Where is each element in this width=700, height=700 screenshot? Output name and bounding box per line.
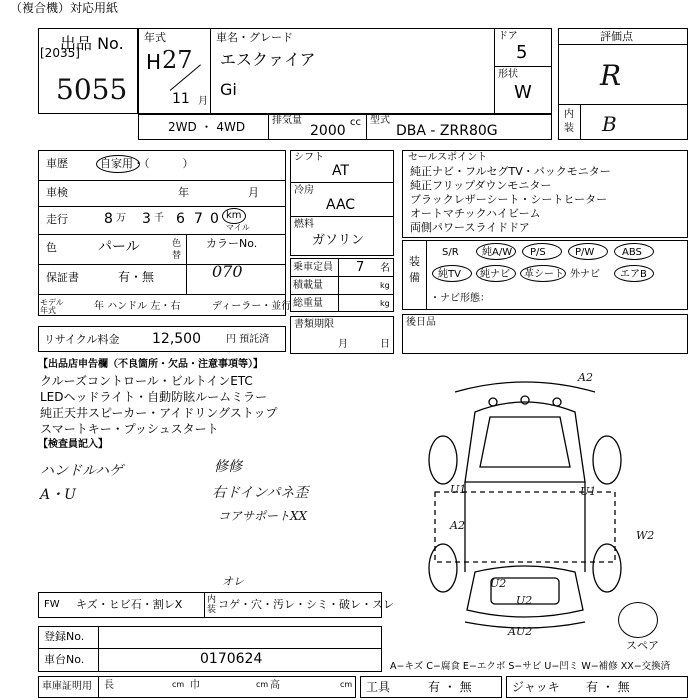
fw-note: オレ <box>222 575 244 588</box>
model-code: DBA - ZRR80G <box>396 123 498 139</box>
dims-unit: cm <box>256 680 269 689</box>
equipment-label: 装備 <box>409 255 420 284</box>
damage-mark: AU2 <box>508 625 533 638</box>
year-month-suffix: 月 <box>198 96 208 107</box>
diagram-bumper <box>455 382 595 392</box>
exhibitor-notes-label: 【出品店申告欄（不良箇所・欠品・注意事項等）】 <box>38 359 263 370</box>
shift-label: シフト <box>294 152 324 163</box>
mileage-digit: 8 <box>104 211 113 227</box>
equip-abs: ABS <box>622 247 642 258</box>
diagram-wheel <box>429 544 457 592</box>
doors-label: ドア <box>498 31 518 42</box>
inspection-year: 年 <box>178 186 189 199</box>
exhibitor-note: クルーズコントロール・ビルトインETC <box>40 374 253 388</box>
dims-long: 長 <box>104 680 114 691</box>
diagram-windshield <box>480 417 570 467</box>
load-unit: kg <box>380 281 390 290</box>
shape-value: W <box>514 82 532 103</box>
shift-value: AT <box>332 163 350 179</box>
shape-label: 形状 <box>498 69 518 80</box>
color-code-label: カラーNo. <box>206 237 258 250</box>
nav-type-label: ・ナビ形態： <box>430 293 490 304</box>
inspector-note: 修修 <box>214 459 242 475</box>
divider <box>38 180 286 181</box>
equip-leather: 革シート <box>524 269 564 280</box>
divider <box>338 258 339 312</box>
history-label: 車歴 <box>46 157 68 170</box>
fuel-label: 燃料 <box>294 219 314 230</box>
after-date-label: 後日品 <box>406 317 436 328</box>
equip-sr: S/R <box>442 247 459 258</box>
equip-airbag: エアB <box>620 269 647 280</box>
year-label: 年式 <box>144 31 166 44</box>
damage-legend: A−キズ C−腐食 E−エクボ S−サビ U−凹ミ W−補修 XX−交換済 <box>390 661 671 672</box>
selling-point: 両側パワースライドドア <box>410 221 530 234</box>
car-name-label: 車名・グレード <box>216 31 293 44</box>
diagram-wheel <box>429 436 457 484</box>
mileage-unit-km: km <box>226 210 242 221</box>
divider <box>494 66 552 67</box>
equip-power-steering: P/S <box>530 247 546 258</box>
color-change-label: 色替 <box>172 239 182 261</box>
equip-alloy-wheels: 純A/W <box>482 247 513 258</box>
recycle-unit: 円 預託済 <box>226 334 270 345</box>
mileage-digit: 0 <box>210 211 219 227</box>
model-year-dealer: ディーラー・並行 <box>212 301 292 312</box>
diagram-wheel <box>593 436 621 484</box>
inspector-note: 右ドインパネ歪 <box>212 485 309 501</box>
divider <box>98 676 99 698</box>
year-era: H <box>146 50 162 74</box>
spare-tire-icon <box>618 602 658 638</box>
car-name: エスクァイア <box>220 50 316 69</box>
recycle-value: 12,500 <box>152 331 201 347</box>
color-code: 070 <box>212 262 243 281</box>
dims-unit: cm <box>340 680 353 689</box>
chassis-number: 0170624 <box>200 651 263 667</box>
diagram-pillars <box>465 482 585 572</box>
dims-high: 高 <box>270 680 280 691</box>
equip-navi: 純ナビ <box>480 269 510 280</box>
selling-point: 純正フリップダウンモニター <box>410 179 552 192</box>
tools-value: 有 ・ 無 <box>428 680 472 694</box>
registration-label: 登録No. <box>44 630 85 643</box>
weight-unit: kg <box>380 299 390 308</box>
lot-label: 出品 No. <box>60 34 124 53</box>
divider <box>290 182 394 183</box>
drive-type: 2WD ・ 4WD <box>168 120 246 134</box>
lot-number: 5055 <box>56 73 128 106</box>
damage-mark: U2 <box>516 594 533 607</box>
mileage-unit-sen: 千 <box>154 213 164 224</box>
doors-value: 5 <box>516 42 528 63</box>
exhibitor-note: スマートキー・プッシュスタート <box>40 422 219 436</box>
car-grade: Gi <box>220 80 237 99</box>
divider <box>38 648 382 649</box>
mileage-digit: 7 <box>194 211 203 227</box>
capacity-value: 7 <box>356 260 365 275</box>
diagram-rear <box>467 566 583 617</box>
inspection-month: 月 <box>248 186 259 199</box>
after-date-box <box>402 314 688 354</box>
damage-mark: U1 <box>580 485 597 498</box>
fuel-value: ガソリン <box>312 233 365 248</box>
divider <box>98 626 99 672</box>
divider <box>268 114 269 140</box>
dims-unit: cm <box>172 680 185 689</box>
divider <box>580 104 581 140</box>
equip-power-windows: P/W <box>575 247 595 258</box>
fw-interior-text: コゲ・穴・汚レ・シミ・破レ・スレ <box>218 598 394 611</box>
docs-label: 書類期限 <box>294 319 334 330</box>
ac-label: 冷房 <box>294 185 314 196</box>
equip-ext-navi: 外ナビ <box>570 269 600 280</box>
year-month: 11 <box>172 91 190 107</box>
damage-mark: W2 <box>636 529 655 542</box>
divider <box>494 28 495 114</box>
divider <box>38 294 286 295</box>
divider <box>366 114 367 140</box>
divider <box>290 276 394 277</box>
model-year-handle: 年 ハンドル 左・右 <box>94 301 181 312</box>
grade-label: 評価点 <box>600 30 633 43</box>
divider <box>186 234 187 294</box>
jack-label: ジャッキ <box>512 680 560 694</box>
divider <box>210 28 211 114</box>
load-label: 積載量 <box>293 280 323 291</box>
divider <box>204 592 205 618</box>
fw-interior-label: 内装 <box>207 595 217 615</box>
recycle-label: リサイクル料金 <box>44 333 120 346</box>
diagram-roof-front <box>465 402 585 482</box>
tools-label: 工具 <box>366 680 391 694</box>
color-label: 色 <box>46 241 57 254</box>
displacement-value: 2000 <box>310 123 346 139</box>
weight-label: 総重量 <box>293 298 323 309</box>
divider <box>558 104 688 105</box>
fw-text: キズ・ヒビ石・割レX <box>76 598 183 611</box>
chassis-label: 車台No. <box>44 653 85 666</box>
exhibitor-note: LEDヘッドライト・自動防眩ルームミラー <box>40 390 268 404</box>
year-value: 27 <box>162 46 193 74</box>
displacement-unit: cc <box>350 117 361 128</box>
damage-mark: A2 <box>578 371 593 384</box>
selling-point: 純正ナビ・フルセグTV・バックモニター <box>410 165 611 178</box>
grade-score: R <box>600 59 622 92</box>
inspector-note: ハンドルハゲ <box>40 463 124 479</box>
warranty-label: 保証書 <box>46 271 79 284</box>
displacement-label: 排気量 <box>272 115 302 126</box>
damage-mark: A2 <box>450 519 465 532</box>
color-value: パール <box>98 239 140 255</box>
mileage-unit-man: 万 <box>116 213 126 224</box>
divider <box>38 264 286 265</box>
warranty-value: 有・無 <box>118 270 155 284</box>
divider <box>38 234 286 235</box>
spare-label: スペア <box>626 639 659 652</box>
diagram-wheel <box>593 544 621 592</box>
divider <box>290 216 394 217</box>
diagram-lamp <box>553 398 561 406</box>
divider <box>426 240 427 310</box>
model-label: 型式 <box>370 115 390 126</box>
divider <box>558 44 688 45</box>
exhibitor-note: 純正天井スピーカー・アイドリングストップ <box>40 406 278 420</box>
diagram-lamp <box>489 398 497 406</box>
docs-month: 月 <box>338 339 348 350</box>
model-year-label: モデル年式 <box>40 298 64 315</box>
interior-grade: B <box>602 112 617 136</box>
inspector-notes-label: 【検査員記入】 <box>38 439 108 450</box>
inspection-label: 車検 <box>46 186 68 199</box>
divider <box>38 206 286 207</box>
lot-small-number: [2035] <box>40 46 80 60</box>
interior-grade-label: 内装 <box>564 109 574 134</box>
mileage-digit: 6 <box>176 211 185 227</box>
jack-value: 有 ・ 無 <box>586 680 630 694</box>
dims-wide: 巾 <box>190 680 200 691</box>
garage-dims-label: 車庫証明用 <box>42 681 92 692</box>
mileage-label: 走行 <box>46 213 68 226</box>
docs-day: 日 <box>380 339 390 350</box>
details-box <box>38 150 286 316</box>
capacity-unit: 名 <box>380 263 390 274</box>
selling-points-label: セールスポイント <box>408 152 488 163</box>
capacity-label: 乗車定員 <box>293 262 333 273</box>
selling-point: オートマチックハイビーム <box>410 207 541 220</box>
selling-point: ブラックレザーシート・シートヒーター <box>410 193 608 206</box>
inspector-note: コアサポートXX <box>218 509 308 523</box>
diagram-lamp <box>521 396 529 404</box>
history-value: 自家用・（ ） <box>100 157 194 170</box>
mileage-unit-mile: マイル <box>226 223 250 232</box>
form-header-note: （複合機）対応用紙 <box>10 1 119 15</box>
inspector-note: A・U <box>40 487 76 503</box>
damage-mark: U1 <box>450 483 467 496</box>
damage-mark: U2 <box>490 577 507 590</box>
fw-label: FW <box>44 599 60 610</box>
divider <box>290 294 394 295</box>
equip-tv: 純TV <box>438 269 461 280</box>
mileage-digit: 3 <box>142 211 151 227</box>
ac-value: AAC <box>326 197 356 213</box>
